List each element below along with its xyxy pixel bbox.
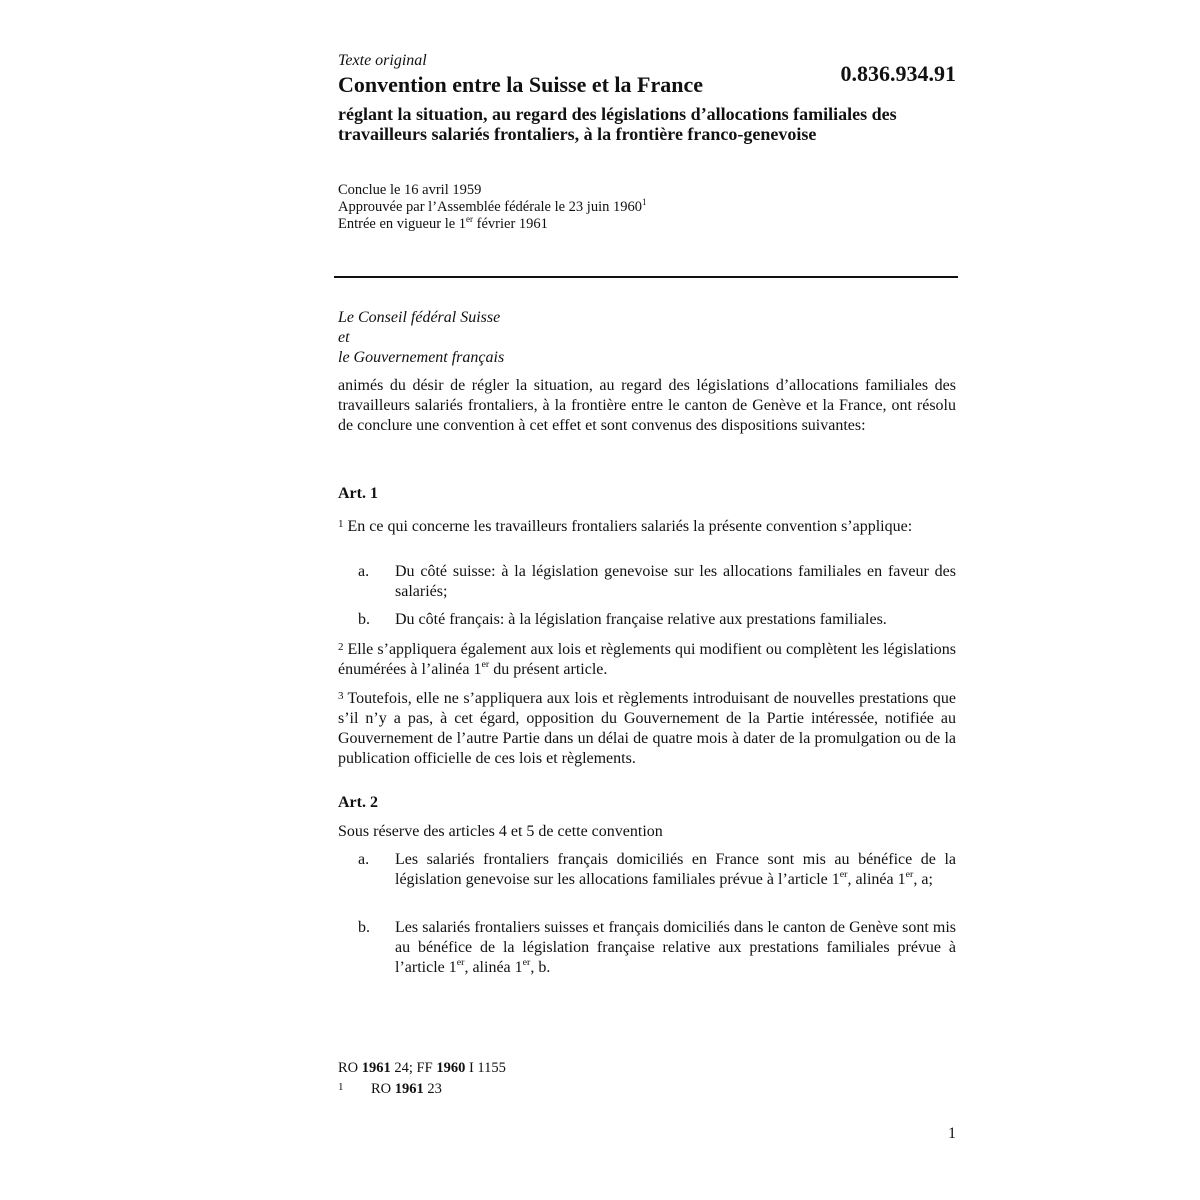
list-letter: b. bbox=[358, 611, 370, 628]
texte-original-label: Texte original bbox=[338, 52, 427, 69]
entry-into-force bbox=[338, 213, 956, 233]
document-subtitle: réglant la situation, au regard des législations d’allocations familiales des travailleurs salariés frontaliers, à la frontière franco-genevoise bbox=[338, 104, 897, 144]
entry-sup: er bbox=[466, 213, 474, 224]
contracting-parties bbox=[338, 308, 956, 368]
approval-footnote-ref[interactable]: 1 bbox=[642, 196, 647, 207]
list-item-text: Du côté suisse: à la législation genevoise sur les allocations familiales en faveur des salariés; bbox=[395, 563, 956, 600]
footnote-1: 1 RO 1961 23 bbox=[338, 1078, 506, 1099]
article-1-alinea-2 bbox=[338, 637, 956, 680]
alinea-number: 1 bbox=[338, 518, 344, 530]
systematic-reference-number: 0.836.934.91 bbox=[840, 61, 956, 86]
entry-prefix: Entrée en vigueur le 1 bbox=[338, 216, 467, 232]
alinea-number: 2 bbox=[338, 641, 344, 653]
party-french: le Gouvernement français bbox=[338, 349, 505, 366]
party-conjunction: et bbox=[338, 329, 350, 346]
list-item-text: Les salariés frontaliers français domiciliés en France sont mis au bénéfice de la législation genevoise sur les allocations familiales prévue à l’article 1er, alinéa 1er, a; bbox=[395, 851, 956, 888]
preamble-text: animés du désir de régler la situation, au regard des législations d’allocations familiales des travailleurs salariés frontaliers, à la frontière entre le canton de Genève et la France, ont résolu de conclure une convention à cet effet et sont convenus des dispositions suivantes: bbox=[338, 377, 956, 434]
list-letter: a. bbox=[358, 563, 370, 580]
entry-suffix: février 1961 bbox=[473, 216, 548, 232]
list-item-text: Du côté français: à la législation française relative aux prestations familiales. bbox=[395, 611, 887, 628]
page-number: 1 bbox=[948, 1125, 956, 1142]
article-1-alinea-3 bbox=[338, 686, 956, 769]
article-1-alinea-1 bbox=[338, 514, 956, 537]
header-divider bbox=[334, 276, 958, 278]
party-swiss: Le Conseil fédéral Suisse bbox=[338, 309, 501, 326]
footnotes bbox=[338, 1059, 506, 1099]
list-item-text: Les salariés frontaliers suisses et français domiciliés dans le canton de Genève sont mis au bénéfice de la législation française relative aux prestations familiales prévue à l’article 1er, alinéa 1er, b. bbox=[395, 919, 956, 976]
publication-reference: RO 1961 24; FF 1960 I 1155 bbox=[338, 1060, 506, 1076]
approval-line bbox=[338, 196, 956, 216]
conclusion-date: Conclue le 16 avril 1959 bbox=[338, 182, 482, 198]
article-2-heading: Art. 2 bbox=[338, 794, 378, 811]
approval-text: Approuvée par l’Assemblée fédérale le 23 juin 1960 bbox=[338, 199, 642, 215]
article-1-heading: Art. 1 bbox=[338, 485, 378, 502]
alinea-text: Elle s’appliquera également aux lois et règlements qui modifient ou complètent les législations énumérées à l’alinéa 1 bbox=[338, 641, 956, 678]
article-2-intro: Sous réserve des articles 4 et 5 de cette convention bbox=[338, 823, 663, 840]
list-letter: a. bbox=[358, 851, 370, 868]
document-title: Convention entre la Suisse et la France bbox=[338, 72, 704, 97]
footnote-marker: 1 bbox=[338, 1081, 344, 1093]
alinea-number: 3 bbox=[338, 690, 344, 702]
alinea-text: Toutefois, elle ne s’appliquera aux lois et règlements introduisant de nouvelles prestations que s’il n’y a pas, à cet égard, opposition du Gouvernement de la Partie intéressée, notifiée au Gouvernement de l’autre Partie dans un délai de quatre mois à dater de la promulgation ou de la publication officielle de ces lois et règlements. bbox=[338, 690, 956, 767]
alinea-sup: er bbox=[481, 659, 490, 671]
alinea-text-end: du présent article. bbox=[489, 661, 608, 678]
meta-block bbox=[338, 182, 956, 233]
alinea-text: En ce qui concerne les travailleurs frontaliers salariés la présente convention s’applique: bbox=[347, 518, 913, 535]
list-letter: b. bbox=[358, 919, 370, 936]
